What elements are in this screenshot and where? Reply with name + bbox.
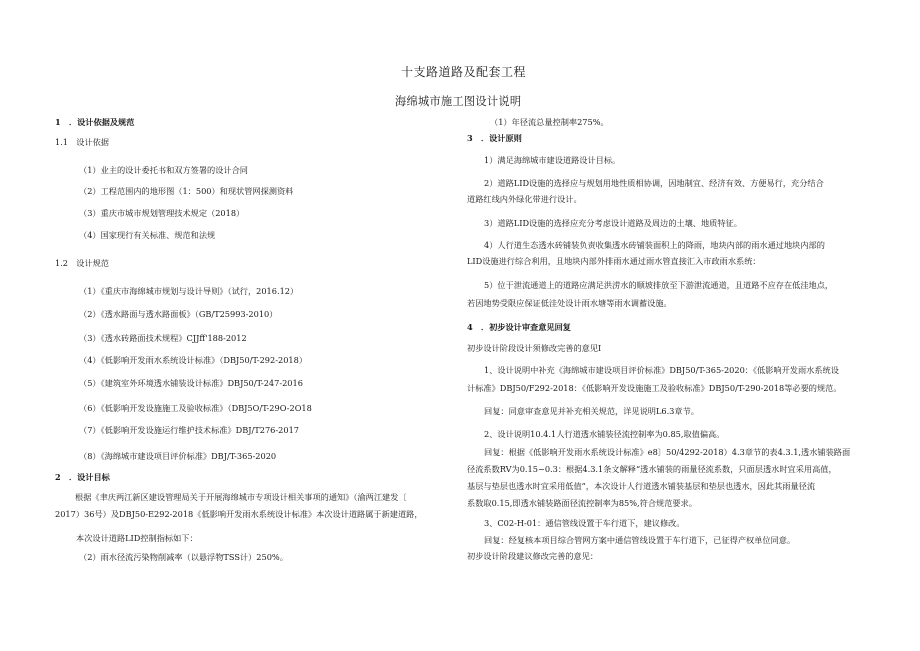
reply-2-line-3: 基层与垫层也透水时宜采用低值”，本次设计人行道透水铺装基层和垫层也透水，因此其雨量径流 [467,481,816,491]
goal-paragraph-line-3: 本次设计道路LID控制指标如下： [76,533,198,543]
spec-item-3: （3）《透水砖路面技术规程》CJJff'188-2012 [79,333,247,343]
spec-item-7: （7）《低影响开发设施运行维护技术标准》DBJ/T276-2017 [79,425,299,435]
section-4-heading: 4 ．初步设计审查意见回复 [467,322,571,332]
basis-item-4: （4）国家现行有关标准、规范和法规 [79,230,216,240]
review-item-3: 3、C02-H-01：通信管线设置于车行道下，建议修改。 [484,518,685,528]
spec-item-1: （1）《重庆市海绵城市规划与设计导则》（试行，2016.12） [79,286,299,296]
spec-item-2: （2）《透水路面与透水路面板》（GB/T25993-2010） [79,309,278,319]
section-1-1-heading: 1.1 设计依据 [55,137,109,147]
section-1-heading: 1 ．设计依据及规范 [55,117,135,127]
principle-4-line-2: LID设施进行综合利用，且地块内部外排雨水通过雨水管直接汇入市政雨水系统： [467,256,761,266]
principle-2-line-1: 2）道路LID设施的选择应与规划用地性质相协调，因地制宜、经济有效、方便易行，充分结合 [484,178,824,188]
principle-4-line-1: 4）人行道生态透水砖铺装负责收集透水砖铺装面积上的降雨，地块内部的雨水通过地块内部的 [484,240,825,250]
suggestions-heading: 初步设计阶段建议修改完善的意见： [467,551,599,561]
principle-1: 1）满足海绵城市建设道路设计目标。 [484,155,621,165]
doc-title: 十支路道路及配套工程 [401,65,527,79]
reply-2-line-4: 系数取0.15,即透水铺装路面径流控制率为85%,符合规范要求。 [467,498,697,508]
review-item-1-line-1: 1、设计说明中补充《海绵城市建设项目评价标准》DBJ50/T-365-2020：《低影响开发雨水系统设 [484,365,839,375]
goal-item-1: （1）年径流总量控制率275%。 [490,117,609,127]
section-1-2-heading: 1.2 设计规范 [55,258,109,268]
principle-5-line-2: 若因地势受限应保证低洼处设计雨水塘等雨水调蓄设施。 [467,298,672,308]
principle-2-line-2: 道路红线内外绿化带进行设计。 [467,194,582,204]
reply-2-line-1: 回复：根据《低影响开发雨水系统设计标准》e8〕50/4292-2018）4.3章节的表4.3.1,透水铺装路面 [484,447,851,457]
section-3-heading: 3 ．设计原则 [467,133,522,143]
reply-2-line-2: 径流系数RV为0.15~0.3：根据4.3.1条文解释“透水铺装的雨量径流系数，只面层透水时宜采用高值， [467,464,837,474]
spec-item-8: （8）《海绵城市建设项目评价标准》DBJ/T-365-2020 [79,451,277,461]
spec-item-4: （4）《低影响开发雨水系统设计标准》（DBJ50/T-292-2018） [79,355,308,365]
principle-3: 3）道路LID设施的选择应充分考虑设计道路及周边的土壤、地质特征。 [484,218,742,228]
basis-item-1: （1）业主的设计委托书和双方签署的设计合同 [79,165,248,175]
spec-item-6: （6）《低影响开发设施施工及验收标准》（DBJ5O/T-29O-2O18 [79,403,312,413]
reply-3: 回复：经复核本项目综合管网方案中通信管线设置于车行道下，已征得产权单位同意。 [484,535,796,545]
review-item-2: 2、设计说明10.4.1人行道透水铺装径流控制率为0.85,取值偏高。 [484,429,725,439]
review-opinions-heading: 初步设计阶段设计须修改完善的意见I [467,343,602,353]
spec-item-5: （5）《建筑室外环境透水铺装设计标准》DBJ50/T-247-2016 [79,378,303,388]
goal-paragraph-line-1: 根据《聿庆两江新区建设管理局关于开展海绵城市专项设计相关事项的通知》（渝两江建发〔 [75,492,407,502]
reply-1: 回复：同意审查意见并补充相关规范，详见说明L6.3章节。 [484,406,699,416]
principle-5-line-1: 5）位于泄流通道上的道路应满足洪涝水的顺坡排放至下游泄流通道，且道路不应存在低洼地点， [484,280,834,290]
basis-item-2: （2）工程范围内的地形图（1：500）和现状管网探测资料 [79,186,294,196]
basis-item-3: （3）重庆市城市规划管理技术规定（2018） [79,208,245,218]
review-item-1-line-2: 计标准》DBJ50/F292-2018：《低影响开发设施施工及验收标准》DBJ50/T-290-2018等必要的规范。 [467,383,842,393]
goal-item-2: （2）雨水径流污染物削减率（以悬浮物TSS计）250%。 [79,552,288,562]
goal-paragraph-line-2: 2017）36号）及DBJ50-E292-2018《低影响开发雨水系统设计标准》本次设计道路属于新建道路， [55,509,423,519]
doc-subtitle: 海绵城市施工图设计说明 [395,95,522,108]
section-2-heading: 2 ．设计目标 [55,472,110,482]
